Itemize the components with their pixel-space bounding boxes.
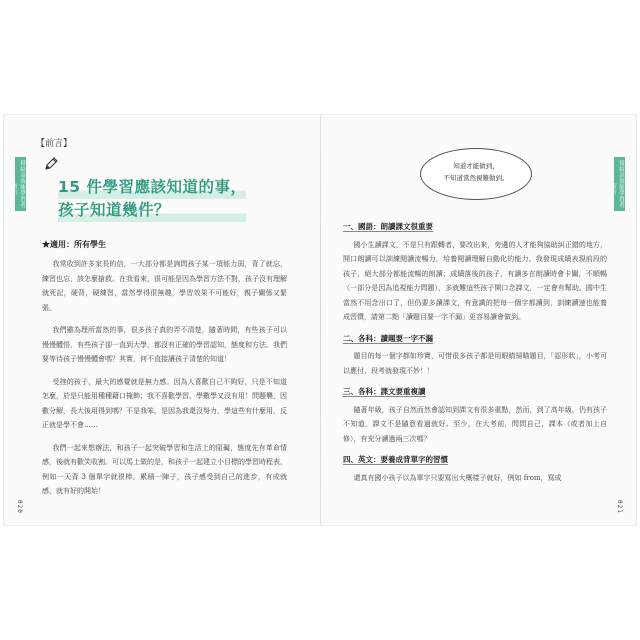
book-gutter <box>320 115 321 525</box>
side-tab-label: 寫給高效能學習者 <box>19 160 25 208</box>
side-tab-label: 寫給高效能學習者 <box>618 160 624 208</box>
section-body: 題目的每一個字都如珍寶，可惜很多孩子都是用眼睛掃瞄題目，「認形狀」，小考可以應付，段考就發現不妙！！ <box>343 352 607 375</box>
section-heading: 四、英文：要養成背單字的習慣 <box>343 455 448 464</box>
section-tag: 【前言】 <box>36 139 73 149</box>
title-line-1: 15 件學習應該知道的事， <box>58 176 246 199</box>
page-number-right: 021 <box>616 500 623 514</box>
bubble-line-1: 知道才能做到， <box>453 162 499 170</box>
bubble-line-2: 不知道當然視難做到。 <box>443 174 509 182</box>
paragraph: 我常收到許多家長的信，一大部分都是詢問孩子某一項能力弱，背了就忘，練習也忘，該怎麼搶救。在我看來，很可能是因為學習方法不對，孩子沒有理解就死記，硬背，硬練習，當然學得很無趣，學習效果不可能好，親子關係又緊張。 <box>42 260 287 312</box>
section-body: 國小生讀課文，不是只有跟轉者，要改出來，旁邊的人才能夠協助糾正錯的地方，開口朗讀可以訓練閱讀流暢力，培養閱讀理解自動化的能力。我發現成績表現前段的孩子，絕大部分都能流暢的朗讀；成績落後的孩子，有讀多在朗讀時會卡關，不順暢（一部分是因為追視能力問題），多就難這些孩子開口念課文，一定會有幫助。國中生當然不用念出口了，但仍要多讀課文，有意識的把每一個字都讀到，訓練讀速也能養成習慣，請第二點「讀題目要一字不漏」更容易讀會做到。 <box>343 240 607 321</box>
paragraph: 受挫的孩子，最大的感覺就是無力感。因為人喜歡自己不夠好，只是不知道怎麼，於是只能用種種藉口掩飾；我不喜歡學習，學數學又沒有用！問題襲，因數分解，長大後用得到嗎？不是我笨，是因為我還沒努力，學這些有什麼用，反正就是學不會…… <box>42 377 287 429</box>
left-body <box>42 257 287 507</box>
section-heading: 一、國語：朗讀課文很重要 <box>343 222 433 231</box>
section-heading: 二、各科：讀題要一字不漏 <box>343 333 433 343</box>
side-tab-left <box>11 157 26 211</box>
chapter-title <box>58 176 246 222</box>
side-tab-right <box>610 157 625 211</box>
side-tab-sub: 前言 <box>610 183 616 195</box>
paragraph: 我們雖為理所當然的事，很多孩子真的弄不清楚，隨著時間，有些孩子可以慢慢體悟，有些孩子卻一直到大學，都沒有正確的學習認知，態度和方法。我們要等待孩子慢慢體會嗎？其實，何不直接讓孩子清楚的知道！ <box>42 326 287 363</box>
side-tab-sub: 前言 <box>11 183 17 195</box>
section-body: 隨著年級，孩子自然而然會認知到課文有很多重點，然而，到了高年級，仍有孩子不知道，課文不是隨意看過就好。至少，在大考前，問問自己，課本（或者加上自修），有充分讀過兩三次嗎？ <box>343 405 607 443</box>
applicable-subject: ★適用：所有學生 <box>42 239 106 249</box>
section-body: 還真有國小孩子以為單字只要寫出大概樣子就好，例如 from，寫成 <box>353 473 562 482</box>
right-body <box>343 220 607 492</box>
page-number-left: 020 <box>16 500 23 514</box>
paragraph: 我們一起來想辦法，和孩子一起突破學習和生活上的阻礙，態度先有革命情感，後就有歡笑收割。可以馬上做的是，和孩子一起建立小目標的學習時程表，例如一天背 3 個單字就很棒。累積一陣子，孩子感受到自己的進步，有成就感，就有好的開始！ <box>42 443 287 495</box>
title-line-2: 孩子知道幾件？ <box>58 199 246 222</box>
bubble-text <box>420 160 532 184</box>
pencil-icon <box>44 157 58 171</box>
section-heading: 三、各科：課文要重複讀 <box>343 387 426 396</box>
